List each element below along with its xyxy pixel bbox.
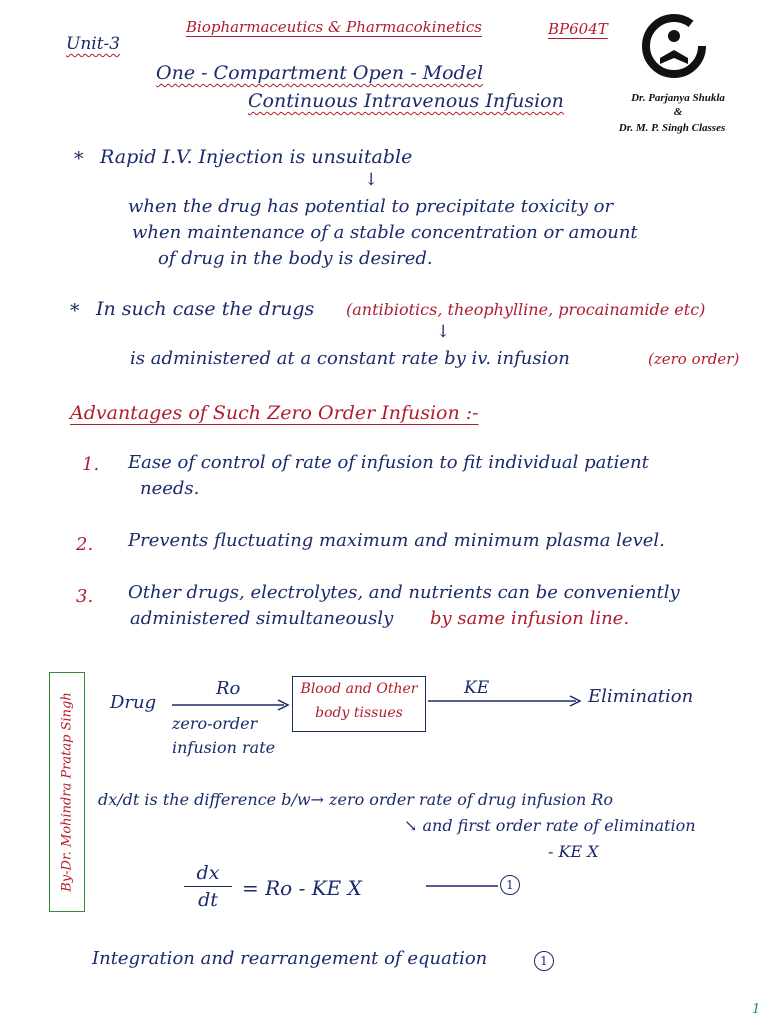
advantage-3-line2: administered simultaneously [130,608,394,629]
explanation-line1: dx/dt is the difference b/w→ zero order rate of drug infusion Ro [98,790,614,809]
point2-arrow: ↓ [436,322,451,342]
arrow-to-compartment-icon [172,698,292,712]
point2-zero-order: (zero order) [648,350,740,368]
arrow-to-elimination-icon [428,694,584,708]
compartment-box [292,676,426,732]
point2-text: In such case the drugs [96,298,315,320]
author-line-2: Dr. M. P. Singh Classes [618,122,726,134]
course-code: BP604T [548,20,608,38]
diagram-drug: Drug [110,692,157,713]
equation-rhs: = Ro - KE X [242,876,362,900]
advantage-1-line2: needs. [140,478,200,499]
author-amp: & [673,106,683,118]
title-line-2: Continuous Intravenous Infusion [248,90,564,112]
point1-line2: when maintenance of a stable concentration or amount [132,222,638,243]
advantage-3-line2-red: by same infusion line. [430,608,630,629]
advantages-heading: Advantages of Such Zero Order Infusion :- [70,402,479,424]
equation-fraction [184,862,232,911]
diagram-r0: Ro [216,678,241,699]
subject-title: Biopharmaceutics & Pharmacokinetics [186,18,482,36]
advantage-1-number: 1. [82,454,100,475]
diagram-zero-order: zero-order [172,714,258,733]
equation-denominator: dt [198,889,218,911]
point1-line1: when the drug has potential to precipitate toxicity or [128,196,614,217]
equation-number-circle: 1 [500,875,520,895]
point2-line2: is administered at a constant rate by iv. infusion [130,348,570,369]
logo-emblem-icon [642,14,706,78]
title-line-1: One - Compartment Open - Model [156,62,484,84]
advantage-3-number: 3. [76,586,94,607]
author-side-label-box [49,672,85,912]
equation-numerator: dx [184,862,232,887]
point2-drug-examples: (antibiotics, theophylline, procainamide etc) [346,300,706,319]
bullet-2: * [70,300,80,322]
explanation-line3: - KE X [548,842,599,861]
diagram-ke: KE [464,678,490,698]
author-side-label: By-Dr. Mohindra Pratap Singh [59,692,75,892]
diagram-infusion-rate: infusion rate [172,738,276,757]
point1-arrow: ↓ [364,170,379,190]
point1-line3: of drug in the body is desired. [158,248,433,269]
footer-eq-ref-circle: 1 [534,951,554,971]
explanation-line2: ↘ and first order rate of elimination [404,816,696,835]
footer-text: Integration and rearrangement of equation [92,948,488,969]
compartment-line1: Blood and Other [300,681,418,697]
point1-text: Rapid I.V. Injection is unsuitable [100,146,413,168]
page-number: 1 [752,1002,761,1017]
advantage-2-number: 2. [76,534,94,555]
bullet-1: * [74,148,84,170]
compartment-line2: body tissues [315,705,403,721]
advantage-3-line1: Other drugs, electrolytes, and nutrients can be conveniently [128,582,680,603]
advantage-2-line1: Prevents fluctuating maximum and minimum plasma level. [128,530,665,551]
diagram-elimination: Elimination [588,686,694,707]
equation-leader-line-icon [426,881,498,891]
author-line-1: Dr. Parjanya Shukla [631,92,725,104]
equation-number [500,874,520,895]
footer-eq-ref [534,950,554,971]
unit-label: Unit-3 [66,34,121,54]
advantage-1-line1: Ease of control of rate of infusion to fit individual patient [128,452,649,473]
logo [642,14,706,78]
